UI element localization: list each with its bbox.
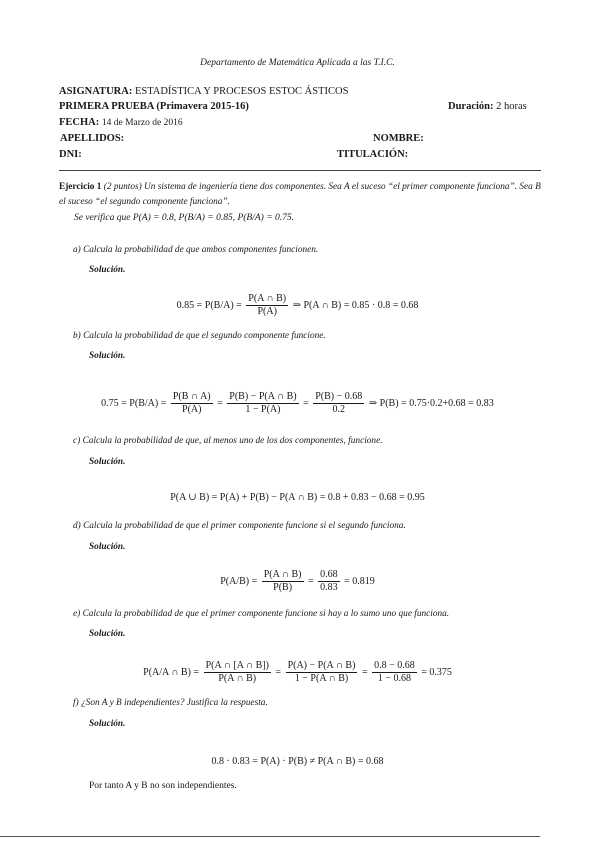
prueba-label: PRIMERA PRUEBA (Primavera 2015-16)	[59, 101, 249, 112]
duracion-row	[448, 101, 527, 112]
dni-label: DNI:	[59, 149, 82, 160]
fecha-label: FECHA:	[59, 117, 100, 128]
fraction	[204, 660, 271, 685]
question-text: Calcula la probabilidad de que el primer componente funcione si el segundo funciona.	[83, 521, 406, 531]
footer-divider	[0, 836, 540, 837]
formula-lhs: P(A/B) =	[220, 575, 258, 587]
denominator: 0.83	[320, 582, 338, 593]
header-divider	[59, 170, 541, 171]
denominator: P(A)	[182, 404, 202, 415]
question-text: Calcula la probabilidad de que el segundo componente funcione.	[83, 331, 326, 341]
exercise-given: Se verifica que P(A) = 0.8, P(B/A) = 0.85, P(B/A) = 0.75.	[74, 213, 294, 223]
fraction	[262, 569, 304, 594]
fraction	[313, 391, 364, 416]
equals-sign: =	[308, 575, 314, 587]
formula-c: P(A ∪ B) = P(A) + P(B) − P(A ∩ B) = 0.8 + 0.83 − 0.68 = 0.95	[170, 492, 425, 503]
question-f	[73, 698, 268, 708]
equals-sign: =	[217, 397, 223, 409]
formula-rhs: = 0.375	[421, 666, 452, 678]
equals-sign: =	[275, 666, 282, 678]
solution-label: Solución.	[89, 351, 126, 361]
question-e	[73, 609, 449, 619]
duracion-label: Duración:	[448, 101, 494, 112]
titulacion-label: TITULACIÓN:	[337, 149, 409, 160]
formula-lhs: 0.85 = P(B/A) =	[176, 299, 242, 311]
apellidos-label: APELLIDOS:	[60, 133, 125, 144]
formula-e	[0, 660, 595, 685]
nombre-label: NOMBRE:	[373, 133, 424, 144]
denominator: 1 − 0.68	[377, 673, 411, 684]
solution-label: Solución.	[89, 265, 126, 275]
formula-b	[0, 391, 595, 416]
fraction	[286, 660, 358, 685]
fraction	[246, 293, 288, 318]
exercise-title: Ejercicio 1	[59, 182, 102, 192]
formula-rhs: ⇒ P(B) = 0.75·0.2+0.68 = 0.83	[368, 397, 494, 409]
formula-d	[0, 569, 595, 594]
formula-rhs: = 0.819	[344, 575, 375, 587]
denominator: 0.2	[332, 404, 346, 415]
numerator: 0.68	[320, 569, 338, 580]
denominator: P(A)	[257, 306, 277, 317]
fecha-value: 14 de Marzo de 2016	[101, 118, 183, 128]
formula-lhs: P(A/A ∩ B) =	[143, 666, 200, 678]
question-text: ¿Son A y B independientes? Justifica la respuesta.	[81, 698, 268, 708]
numerator: P(B) − P(A ∩ B)	[229, 391, 297, 402]
conclusion: Por tanto A y B no son independientes.	[89, 781, 237, 791]
solution-label: Solución.	[89, 542, 126, 552]
question-label: e)	[73, 609, 81, 619]
exercise-statement	[59, 180, 545, 210]
question-text: Calcula la probabilidad de que el primer componente funcione si hay a lo sumo uno que funciona.	[82, 609, 450, 619]
solution-label: Solución.	[89, 629, 126, 639]
question-b	[73, 331, 326, 341]
question-label: f)	[73, 698, 79, 708]
numerator: P(A ∩ B)	[248, 293, 287, 304]
numerator: 0.8 − 0.68	[374, 660, 415, 671]
duracion-value: 2 horas	[496, 101, 527, 112]
numerator: P(A ∩ B)	[263, 569, 302, 580]
exercise-points: (2 puntos)	[103, 182, 142, 192]
fraction	[227, 391, 298, 416]
equals-sign: =	[303, 397, 309, 409]
question-d	[73, 521, 406, 531]
question-text: Calcula la probabilidad de que, al menos uno de los dos componentes, funcione.	[82, 436, 383, 446]
formula-f: 0.8 · 0.83 = P(A) · P(B) ≠ P(A ∩ B) = 0.68	[211, 756, 384, 767]
question-a	[73, 245, 318, 255]
fraction	[372, 660, 417, 685]
denominator: 1 − P(A ∩ B)	[294, 673, 349, 684]
question-label: b)	[73, 331, 81, 341]
numerator: P(B) − 0.68	[315, 391, 363, 402]
asignatura-row	[59, 86, 348, 97]
fraction	[171, 391, 213, 416]
exercise-text: Un sistema de ingeniería tiene dos componentes. Sea A el suceso “el primer componente funciona”. Sea B el suceso “el segundo componente funciona”.	[59, 182, 541, 207]
asignatura-label: ASIGNATURA:	[59, 86, 133, 97]
numerator: P(B ∩ A)	[172, 391, 211, 402]
equals-sign: =	[361, 666, 368, 678]
formula-a	[0, 293, 595, 318]
numerator: P(A) − P(A ∩ B)	[287, 660, 356, 671]
denominator: 1 − P(A)	[245, 404, 281, 415]
question-label: a)	[73, 245, 81, 255]
solution-label: Solución.	[89, 719, 126, 729]
solution-label: Solución.	[89, 457, 126, 467]
asignatura-value: ESTADÍSTICA Y PROCESOS ESTOC ÁSTICOS	[134, 86, 349, 97]
fraction	[318, 569, 340, 594]
formula-rhs: ⇒ P(A ∩ B) = 0.85 · 0.8 = 0.68	[292, 299, 419, 311]
question-label: d)	[73, 521, 81, 531]
denominator: P(B)	[273, 582, 293, 593]
question-text: Calcula la probabilidad de que ambos componentes funcionen.	[83, 245, 319, 255]
question-label: c)	[73, 436, 81, 446]
fecha-row	[59, 117, 183, 128]
department-title: Departamento de Matemática Aplicada a las T.I.C.	[200, 58, 395, 68]
denominator: P(A ∩ B)	[218, 673, 257, 684]
question-c	[73, 436, 383, 446]
numerator: P(A ∩ [A ∩ B])	[205, 660, 269, 671]
formula-lhs: 0.75 = P(B/A) =	[101, 397, 167, 409]
